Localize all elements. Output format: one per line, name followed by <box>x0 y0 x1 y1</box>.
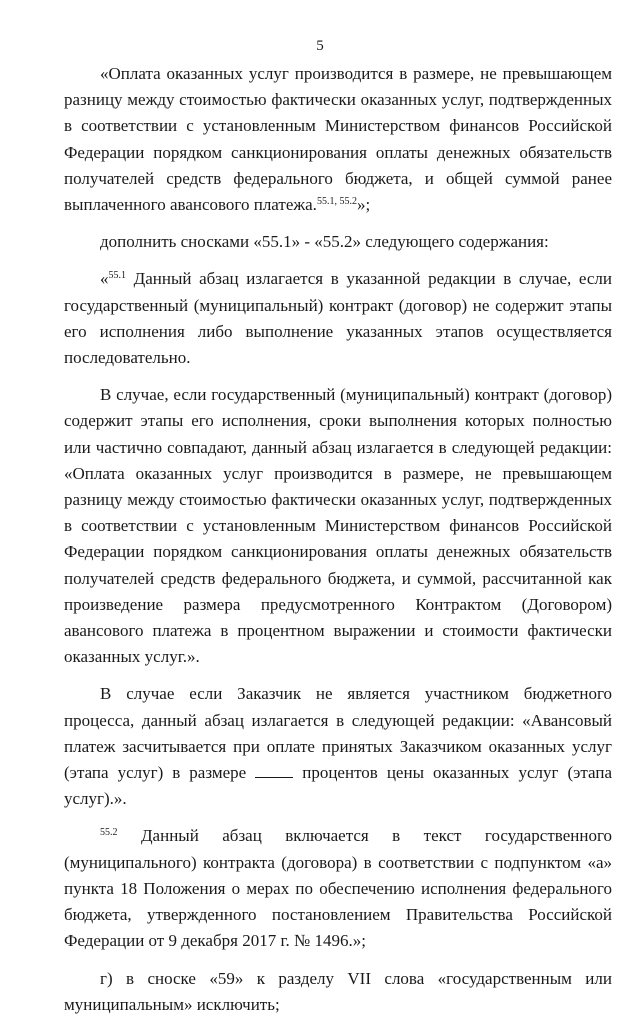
paragraph-ending: процентов цены оказанных услуг (этапа услуг).». <box>64 763 613 809</box>
page-number: 5 <box>316 38 324 54</box>
document-body <box>64 61 612 1018</box>
paragraph-text: Данный абзац излагается в указанной редакции в случае, если государственный (муниципальный) контракт (договор) не содержит этапы его исполнения либо выполнение указанных этапов осуществляется последовательно. <box>64 269 612 368</box>
paragraph-footnote-55-2 <box>64 823 612 954</box>
paragraph-footnote-55-1 <box>64 266 612 371</box>
footnote-marker: 55.1 <box>108 270 126 282</box>
blank-fill-line <box>255 763 293 778</box>
paragraph-text: «Оплата оказанных услуг производится в размере, не превышающем разницу между стоимостью фактически оказанных услуг, подтвержденных в соответствии с установленным Министерством финансов Российской Федерации порядком санкционирования оплаты денежных обязательств получателей средств федерального бюджета, и общей суммой ранее выплаченного авансового платежа. <box>64 64 612 215</box>
paragraph-payment-terms <box>64 61 612 218</box>
paragraph-text: Данный абзац включается в текст государственного (муниципального) контракта (договора) в соответствии с подпунктом «а» пункта 18 Положения о мерах по обеспечению исполнения федерального бюджета, утвержденного постановлением Правительства Российской Федерации от 9 декабря 2017 г. № 1496.»; <box>64 826 612 951</box>
paragraph-text: В случае если Заказчик не является участником бюджетного процесса, данный абзац излагается в следующей редакции: «Авансовый платеж засчитывается при оплате принятых Заказчиком оказанных услуг (этапа услуг) в размере <box>64 684 612 783</box>
paragraph-text: г) в сноске «59» к разделу VII слова «государственным или муниципальным» исключить; <box>64 968 612 1014</box>
quote-open: « <box>100 269 109 289</box>
paragraph-add-footnotes <box>64 229 612 255</box>
footnote-marker: 55.2 <box>100 827 118 839</box>
paragraph-text: дополнить сносками «55.1» - «55.2» следующего содержания: <box>100 232 549 252</box>
paragraph-text: В случае, если государственный (муниципальный) контракт (договор) содержит этапы его исполнения, сроки выполнения которых полностью или частично совпадают, данный абзац излагается в следующей редакции: «Оплата оказанных услуг производится в размере, не превышающем разницу между стоимостью фактически оказанных услуг, подтвержденных в соответствии с установленным Министерством финансов Российской Федерации порядком санкционирования оплаты денежных обязательств получателей средств федерального бюджета, и суммой, рассчитанной как произведение размера предусмотренного Контрактом (Договором) авансового платежа в процентном выражении и стоимости фактически оказанных услуг.». <box>64 385 612 667</box>
paragraph-ending: »; <box>356 195 371 215</box>
paragraph-non-budget-customer <box>64 681 612 812</box>
paragraph-footnote-59 <box>64 966 612 1018</box>
paragraph-overlapping-stages <box>64 382 612 670</box>
footnote-reference: 55.1, 55.2 <box>316 196 357 208</box>
